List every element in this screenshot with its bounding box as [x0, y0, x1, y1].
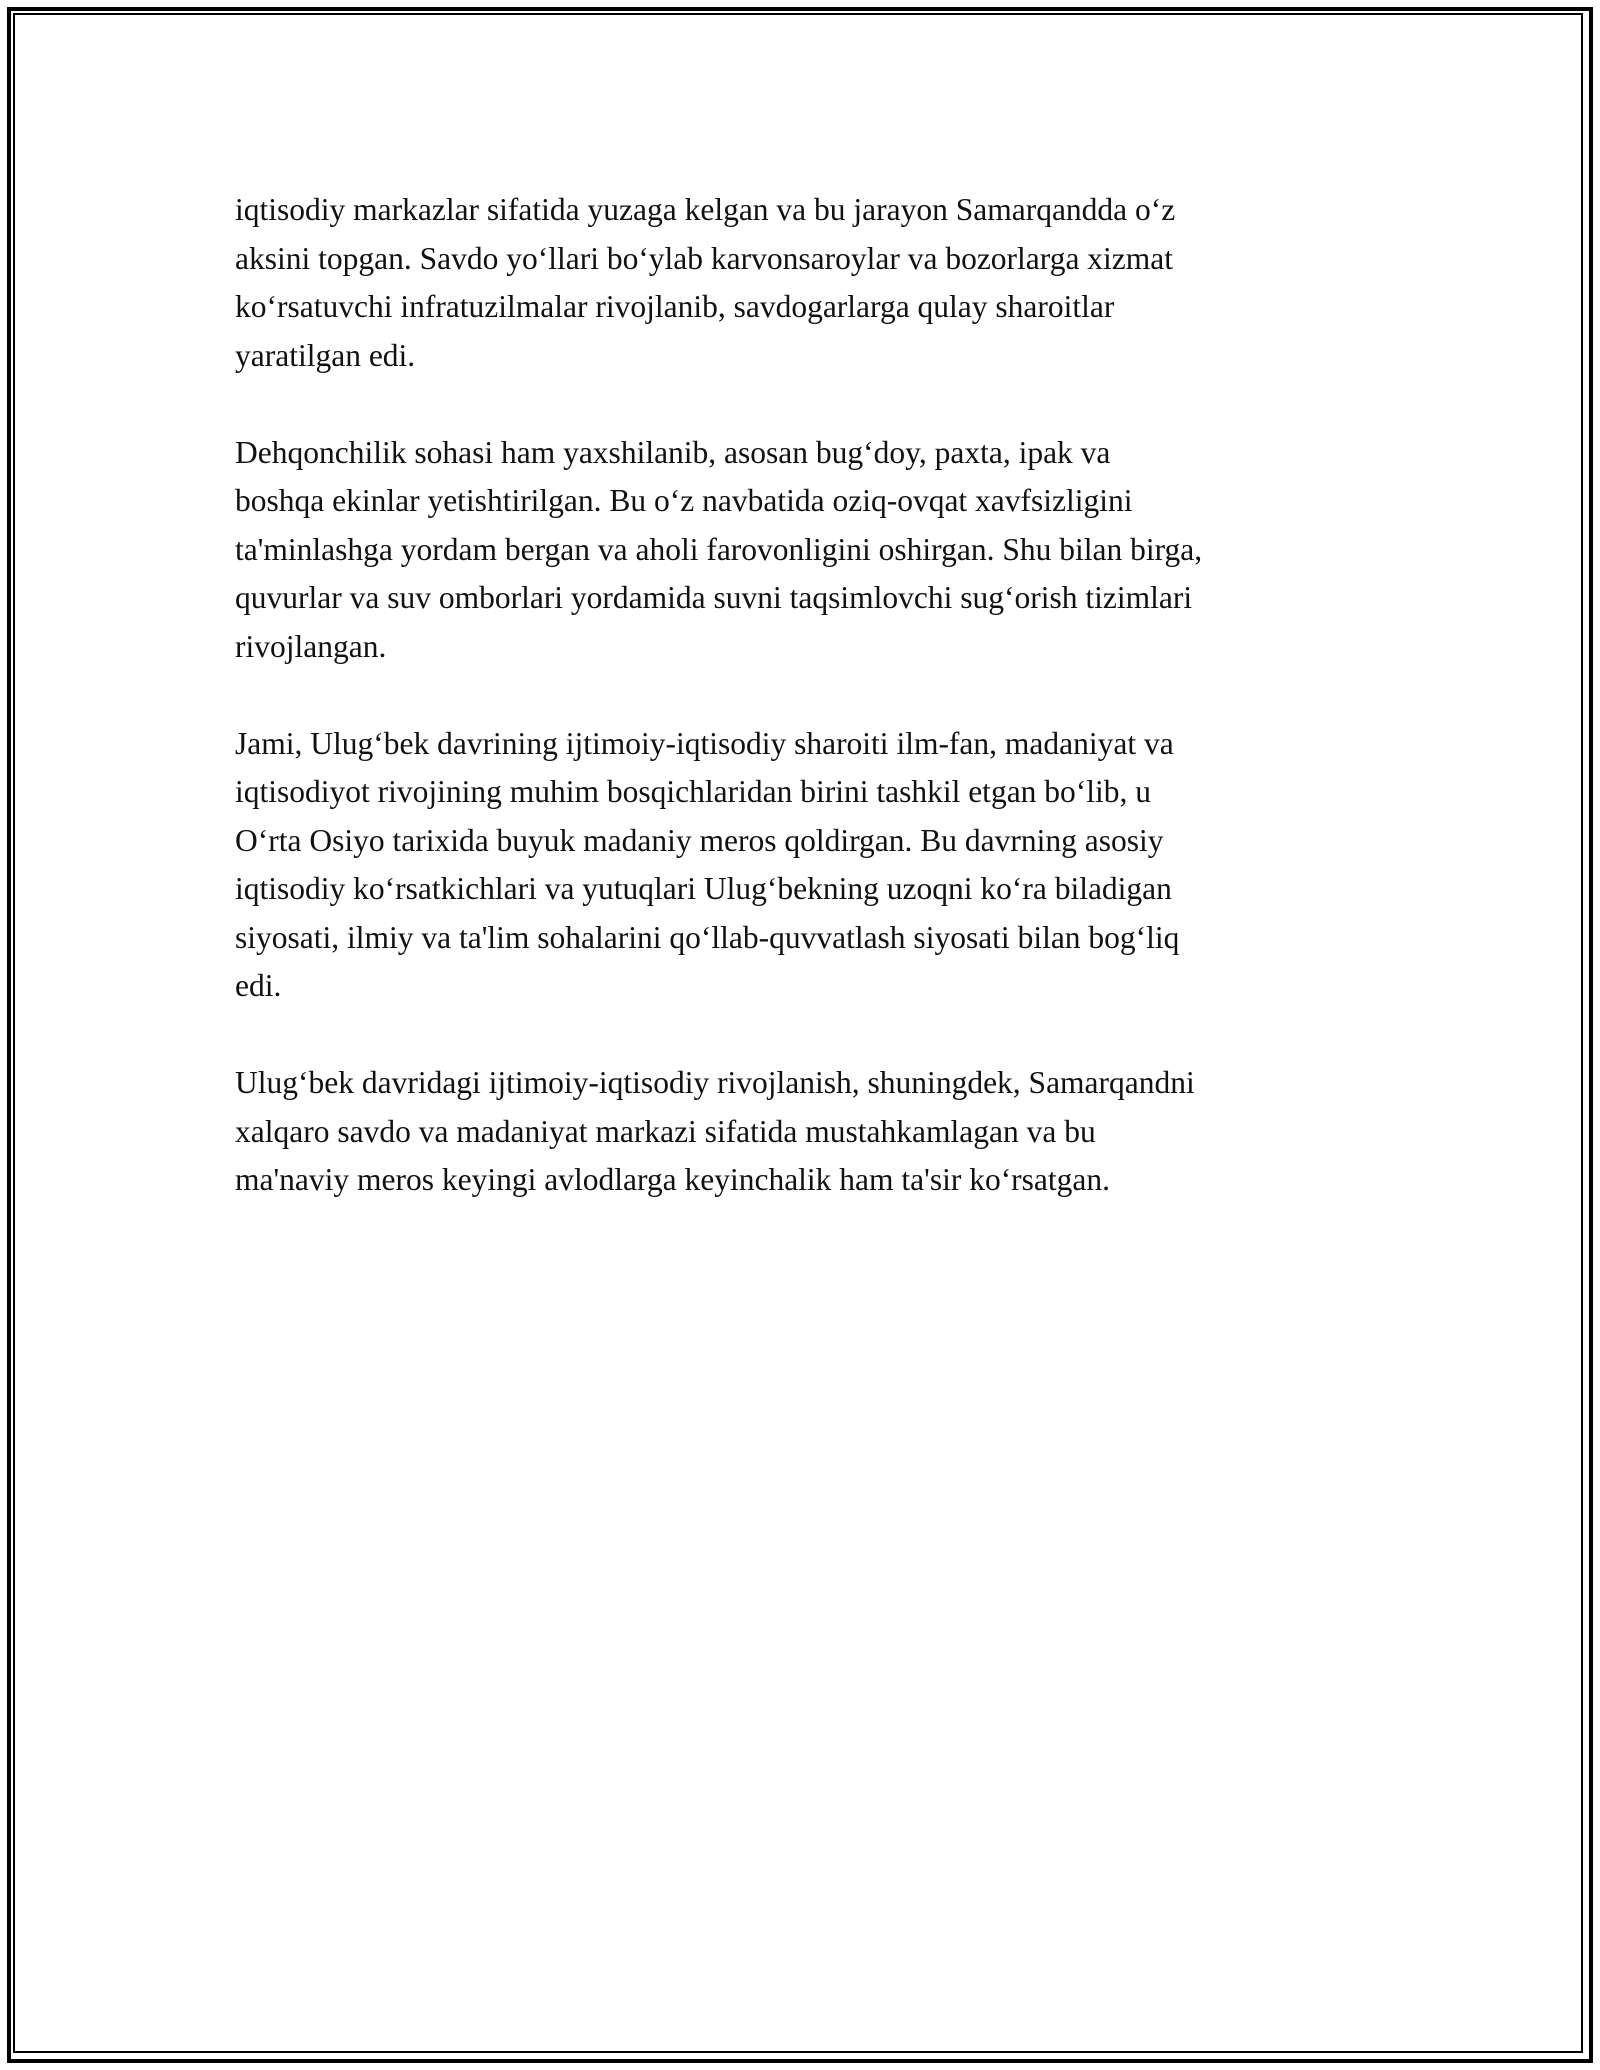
- document-body: [235, 186, 1385, 1253]
- paragraph-summary: Jami, Ulug‘bek davrining ijtimoiy-iqtisodiy sharoiti ilm-fan, madaniyat va iqtisodiyot rivojining muhim bosqichlaridan birini tashkil etgan bo‘lib, u O‘rta Osiyo tarixida buyuk madaniy meros qoldirgan. Bu davrning asosiy iqtisodiy ko‘rsatkichlari va yutuqlari Ulug‘bekning uzoqni ko‘ra biladigan siyosati, ilmiy va ta'lim sohalarini qo‘llab-quvvatlash siyosati bilan bog‘liq edi.: [235, 725, 1180, 1003]
- paragraph-trade-centers: iqtisodiy markazlar sifatida yuzaga kelgan va bu jarayon Samarqandda o‘z aksini topgan. Savdo yo‘llari bo‘ylab karvonsaroylar va bozorlarga xizmat ko‘rsatuvchi infratuzilmalar rivojlanib, savdogarlarga qulay sharoitlar yaratilgan edi.: [235, 192, 1176, 373]
- paragraph-legacy: Ulug‘bek davridagi ijtimoiy-iqtisodiy rivojlanish, shuningdek, Samarqandni xalqaro savdo va madaniyat markazi sifatida mustahkamlagan va bu ma'naviy meros keyingi avlodlarga keyinchalik ham ta'sir ko‘rsatgan.: [235, 1065, 1195, 1197]
- paragraph-agriculture: Dehqonchilik sohasi ham yaxshilanib, asosan bug‘doy, paxta, ipak va boshqa ekinlar yetishtirilgan. Bu o‘z navbatida oziq-ovqat xavfsizligini ta'minlashga yordam bergan va aholi farovonligini oshirgan. Shu bilan birga, quvurlar va suv omborlari yordamida suvni taqsimlovchi sug‘orish tizimlari rivojlangan.: [235, 434, 1203, 664]
